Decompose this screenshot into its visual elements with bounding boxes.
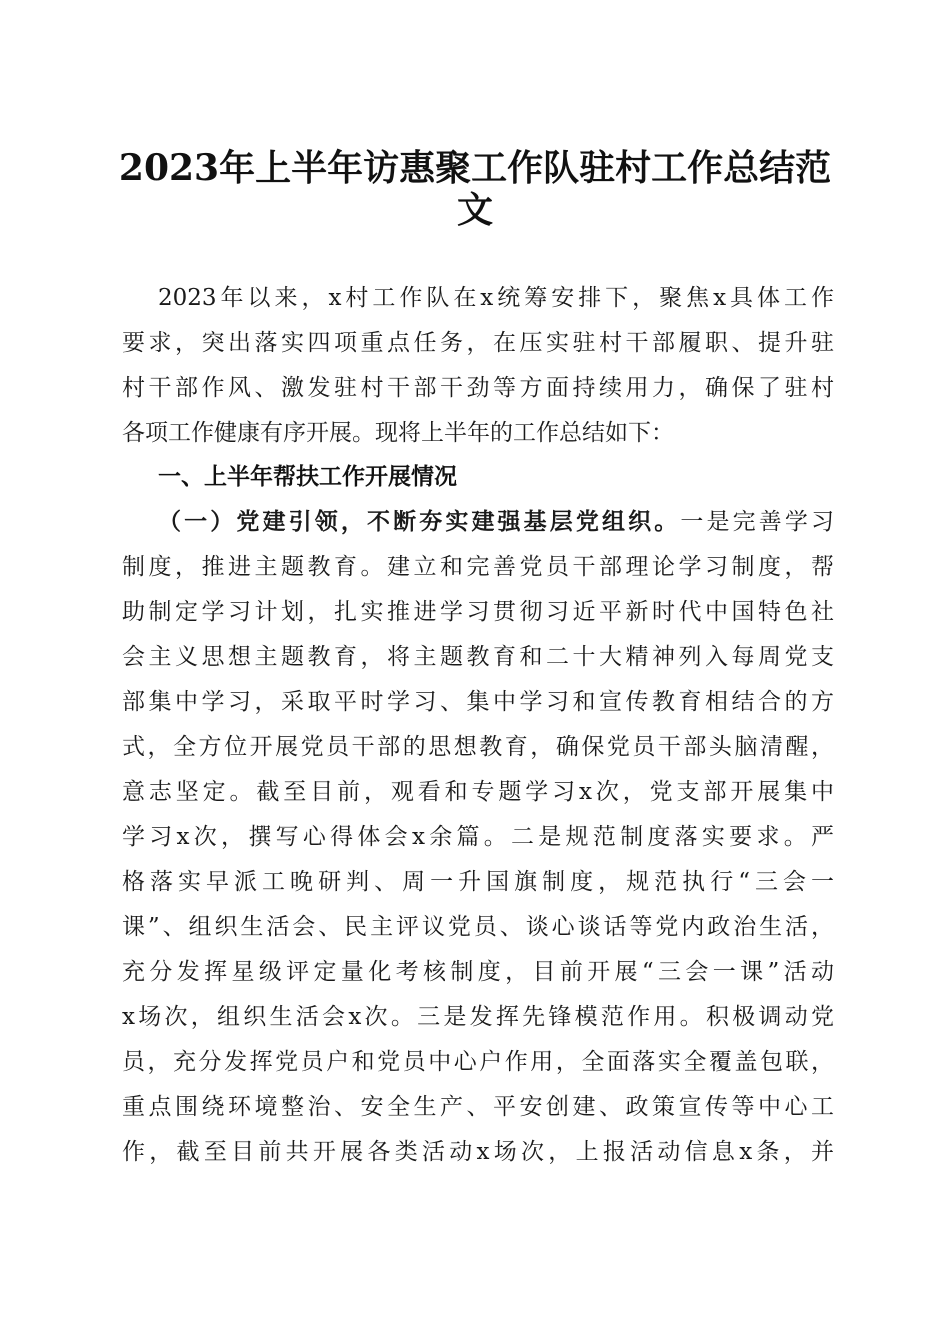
section-1-heading: 一、上半年帮扶工作开展情况 xyxy=(158,464,457,490)
body-line: 充分发挥星级评定量化考核制度，目前开展“三会一课”活动 xyxy=(122,959,834,985)
body-line: 助制定学习计划，扎实推进学习贯彻习近平新时代中国特色社 xyxy=(122,599,834,625)
body-line: 作，截至目前共开展各类活动x场次，上报活动信息x条，并 xyxy=(122,1139,834,1165)
subsection-1-first-line xyxy=(158,507,834,537)
subsection-1-first-line-rest: 一是完善学习 xyxy=(680,509,835,535)
body-line: 意志坚定。截至目前，观看和专题学习x次，党支部开展集中 xyxy=(122,779,834,805)
body-line: 制度，推进主题教育。建立和完善党员干部理论学习制度，帮 xyxy=(122,554,834,580)
body-line: 部集中学习，采取平时学习、集中学习和宣传教育相结合的方 xyxy=(122,689,834,715)
intro-line-4: 各项工作健康有序开展。现将上半年的工作总结如下： xyxy=(122,420,674,446)
body-line: x场次，组织生活会x次。三是发挥先锋模范作用。积极调动党 xyxy=(122,1004,834,1030)
body-line: 会主义思想主题教育，将主题教育和二十大精神列入每周党支 xyxy=(122,644,834,670)
intro-line-3: 村干部作风、激发驻村干部干劲等方面持续用力，确保了驻村 xyxy=(122,375,834,401)
document-title-line-2: 文 xyxy=(456,189,493,231)
intro-line-1: 2023年以来，x村工作队在x统筹安排下，聚焦x具体工作 xyxy=(158,285,834,311)
intro-line-2: 要求，突出落实四项重点任务，在压实驻村干部履职、提升驻 xyxy=(122,330,834,356)
body-line: 学习x次，撰写心得体会x余篇。二是规范制度落实要求。严 xyxy=(122,824,834,850)
body-line: 格落实早派工晚研判、周一升国旗制度，规范执行“三会一 xyxy=(122,869,834,895)
body-line: 员，充分发挥党员户和党员中心户作用，全面落实全覆盖包联， xyxy=(122,1049,834,1075)
document-title-line-1: 2023年上半年访惠聚工作队驻村工作总结范 xyxy=(118,147,832,189)
body-line: 课”、组织生活会、民主评议党员、谈心谈话等党内政治生活， xyxy=(122,914,834,940)
body-line: 式，全方位开展党员干部的思想教育，确保党员干部头脑清醒， xyxy=(122,734,834,760)
subsection-1-heading: （一）党建引领，不断夯实建强基层党组织。 xyxy=(158,509,681,535)
body-line: 重点围绕环境整治、安全生产、平安创建、政策宣传等中心工 xyxy=(122,1094,834,1120)
